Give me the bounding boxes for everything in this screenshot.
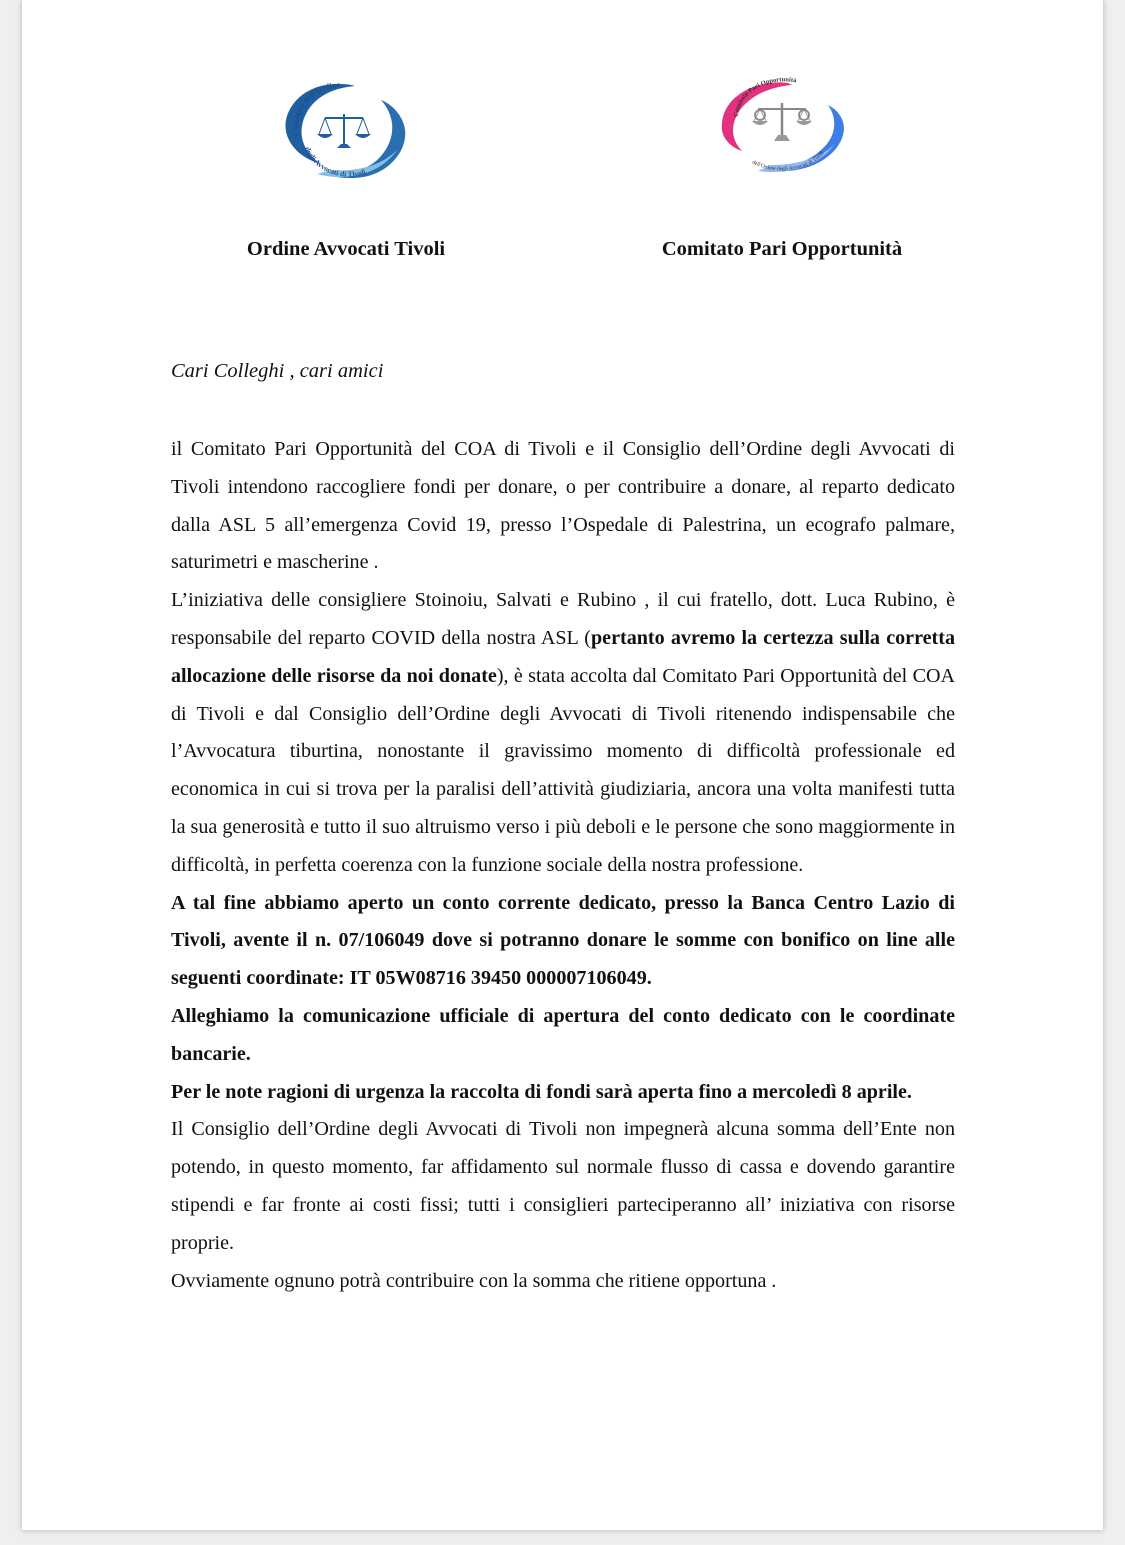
svg-text:Comitato Pari Opportunità: Comitato Pari Opportunità [732,76,797,118]
scales-of-justice-icon [277,78,412,184]
paragraph-initiative [171,582,955,884]
paragraph-intro: il Comitato Pari Opportunità del COA di Tivoli e il Consiglio dell’Ordine degli Avvocati di Tivoli intendono raccogliere fondi per donare, o per contribuire a donare, al reparto dedicato dalla ASL 5 all’emergenza Covid 19, presso l’Ospedale di Palestrina, un ecografo palmare, saturimetri e mascherine . [171,438,955,574]
paragraph-initiative-end: ), è stata accolta dal Comitato Pari Opportunità del COA di Tivoli e dal Consiglio dell’Ordine degli Avvocati di Tivoli ritenendo indispensabile che l’Avvocatura tiburtina, nonostante il gravissimo momento di difficoltà professionale ed economica in cui si trova per la paralisi dell’attività giudiziaria, ancora una volta manifesti tutta la sua generosità e tutto il suo altruismo verso i più deboli e le persone che sono maggiormente in difficoltà, in perfetta coerenza con la funzione sociale della nostra professione. [171,664,955,876]
letter-salutation: Cari Colleghi , cari amici [171,360,384,382]
cpo-tivoli-logo [718,75,846,175]
left-org-title: Ordine Avvocati Tivoli [246,238,446,260]
paragraph-council: Il Consiglio dell’Ordine degli Avvocati di Tivoli non impegnerà alcuna somma dell’Ente non potendo, in questo momento, far affidamento sul normale flusso di cassa e dovendo garantire stipendi e far fronte ai costi fissi; tutti i consiglieri parteciperanno all’ iniziativa con risorse proprie. [171,1118,955,1254]
paragraph-attachment: Alleghiamo la comunicazione ufficiale di apertura del conto dedicato con le coordinate bancarie. [171,1004,955,1065]
svg-text:Consiglio dell'Ordine: Consiglio dell'Ordine [290,79,341,138]
paragraph-initiative-start: L’iniziativa delle consigliere Stoinoiu, Salvati e Rubino , il cui fratello, dott. Luca Rubino, è responsabile del reparto COVID della nostra ASL ( [171,589,955,649]
paragraph-bank-account: A tal fine abbiamo aperto un conto corrente dedicato, presso la Banca Centro Lazio di Tivoli, avente il n. 07/106049 dove si potranno donare le somme con bonifico on line alle seguenti coordinate: IT 05W08716 39450 000007106049. [171,891,955,990]
right-org-title: Comitato Pari Opportunità [661,238,903,260]
paragraph-deadline: Per le note ragioni di urgenza la raccolta di fondi sarà aperta fino a mercoledì 8 aprile. [171,1080,912,1103]
paragraph-initiative-bold: pertanto avremo la certezza sulla corretta allocazione delle risorse da noi donate [171,626,955,687]
letter-body [171,431,955,1300]
coa-tivoli-logo [277,78,412,184]
svg-text:degli Avvocati di Tivoli: degli Avvocati di Tivoli [303,145,367,179]
gender-balance-scale-icon [718,75,846,175]
document-page [22,0,1103,1530]
paragraph-closing: Ovviamente ognuno potrà contribuire con la somma che ritiene opportuna . [171,1269,777,1292]
svg-text:dell'Ordine degli Avvocati di: dell'Ordine degli Avvocati di Tivoli [750,150,826,173]
